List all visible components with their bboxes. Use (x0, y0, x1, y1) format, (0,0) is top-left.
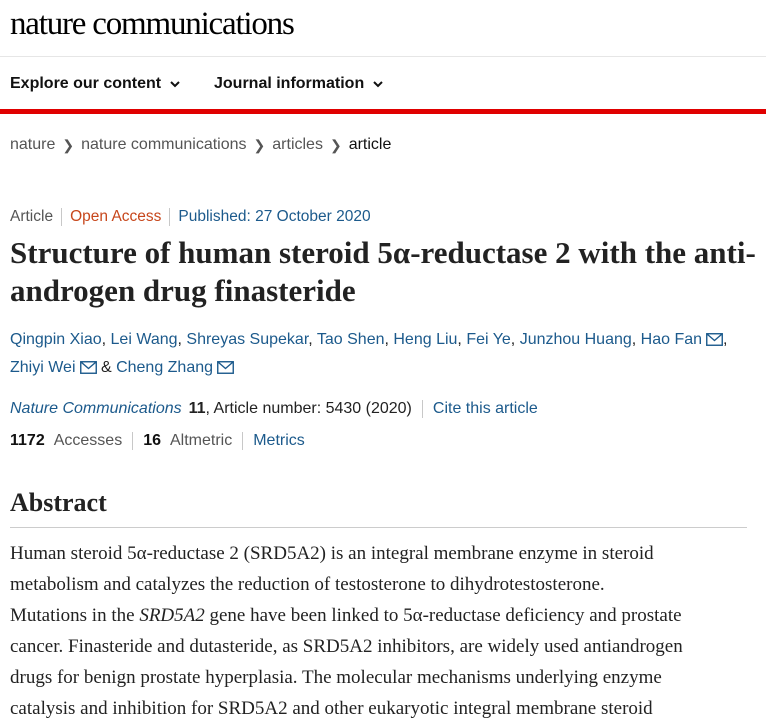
author-separator: , (384, 331, 394, 348)
nav-journal-label: Journal information (214, 75, 365, 92)
article-type: Article (10, 208, 54, 225)
breadcrumb-articles[interactable]: articles (272, 136, 323, 153)
author-separator: , (723, 331, 728, 348)
main-nav (0, 57, 766, 114)
breadcrumb-nature-communications[interactable]: nature communications (81, 136, 247, 153)
author-link[interactable]: Cheng Zhang (116, 359, 214, 376)
article-meta (10, 208, 371, 226)
abstract-line: cancer. Finasteride and dutasteride, as SRD5A2 inhibitors, are widely used antiandrogen (10, 636, 683, 657)
envelope-icon[interactable] (80, 361, 97, 374)
chevron-right-icon: ❯ (253, 136, 266, 153)
altmetric-count: 16 (143, 432, 161, 449)
author-separator: , (631, 331, 641, 348)
metrics-divider (242, 432, 243, 450)
abstract-text (10, 538, 750, 724)
chevron-down-icon (372, 78, 384, 90)
citation-line (10, 400, 538, 418)
chevron-right-icon: ❯ (62, 136, 75, 153)
article-number: , Article number: 5430 (2020) (205, 400, 412, 417)
abstract-line: gene have been linked to 5α-reductase deficiency and prostate (204, 605, 682, 626)
article-title: Structure of human steroid 5α-reductase 2 with the anti-androgen drug finasteride (10, 235, 756, 308)
author-separator: , (101, 331, 111, 348)
abstract-line: Mutations in the (10, 605, 140, 626)
author-separator: , (308, 331, 317, 348)
article-metrics (10, 432, 305, 450)
author-link[interactable]: Qingpin Xiao (10, 331, 102, 348)
abstract-divider (10, 527, 747, 528)
abstract-heading: Abstract (10, 488, 107, 517)
metrics-link[interactable]: Metrics (253, 432, 305, 449)
author-list (10, 326, 756, 382)
author-link[interactable]: Tao Shen (316, 331, 385, 348)
nav-explore-content[interactable] (10, 75, 181, 93)
altmetric-label: Altmetric (169, 432, 233, 449)
gene-name: SRD5A2 (139, 605, 205, 626)
envelope-icon[interactable] (706, 333, 723, 346)
accesses-count: 1172 (10, 432, 45, 449)
chevron-down-icon (169, 78, 181, 90)
abstract-line: catalysis and inhibition for SRD5A2 and other eukaryotic integral membrane steroid (10, 698, 653, 719)
citation-divider (422, 400, 423, 418)
published-date: Published: 27 October 2020 (178, 208, 371, 225)
meta-divider (169, 208, 170, 226)
accesses-label: Accesses (53, 432, 123, 449)
author-link[interactable]: Fei Ye (466, 331, 511, 348)
author-link[interactable]: Junzhou Huang (519, 331, 632, 348)
abstract-line: Human steroid 5α-reductase 2 (SRD5A2) is an integral membrane enzyme in steroid (10, 543, 654, 564)
author-link[interactable]: Hao Fan (640, 331, 703, 348)
nav-journal-information[interactable] (214, 75, 384, 93)
breadcrumb (10, 136, 391, 154)
abstract-line: drugs for benign prostate hyperplasia. The molecular mechanisms underlying enzyme (10, 667, 662, 688)
author-link[interactable]: Lei Wang (110, 331, 178, 348)
envelope-icon[interactable] (217, 361, 234, 374)
author-link[interactable]: Heng Liu (393, 331, 458, 348)
nav-explore-label: Explore our content (10, 75, 162, 92)
site-logo[interactable]: nature communications (10, 6, 294, 42)
metrics-divider (132, 432, 133, 450)
abstract-line: metabolism and catalyzes the reduction of testosterone to dihydrotestosterone. (10, 574, 605, 595)
open-access-badge: Open Access (70, 208, 162, 225)
author-separator: , (177, 331, 187, 348)
cite-this-article-link[interactable]: Cite this article (432, 400, 538, 417)
author-separator: , (457, 331, 467, 348)
site-header (0, 0, 766, 57)
author-link[interactable]: Zhiyi Wei (10, 359, 76, 376)
author-link[interactable]: Shreyas Supekar (186, 331, 309, 348)
chevron-right-icon: ❯ (329, 136, 342, 153)
volume-number: 11 (188, 400, 206, 417)
breadcrumb-nature[interactable]: nature (10, 136, 56, 153)
journal-name: Nature Communications (10, 400, 182, 417)
author-separator: , (510, 331, 520, 348)
breadcrumb-current: article (348, 136, 392, 153)
meta-divider (61, 208, 62, 226)
author-ampersand: & (96, 359, 117, 376)
